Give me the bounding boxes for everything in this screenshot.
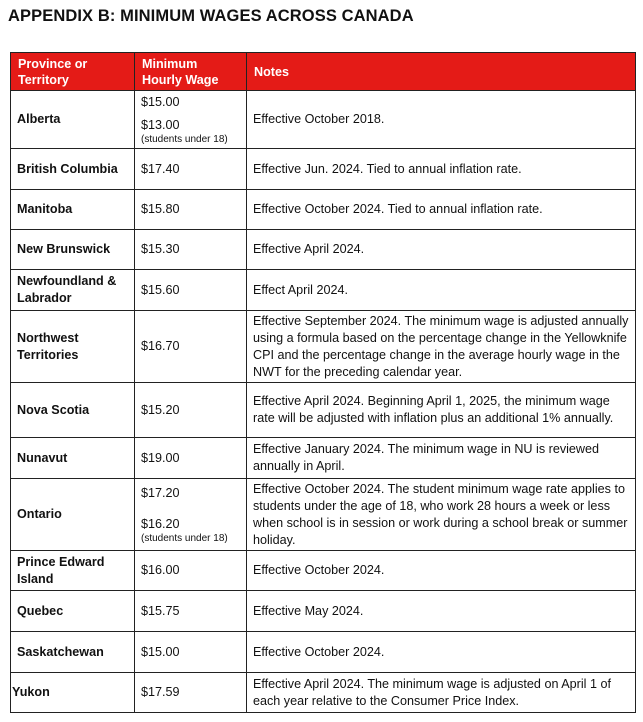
- table-row: [11, 311, 636, 383]
- wage-cell: [135, 479, 247, 551]
- province-cell: Manitoba: [11, 190, 135, 230]
- student-wage-value: $13.00: [141, 117, 180, 132]
- table-row: [11, 149, 636, 190]
- table-row: [11, 673, 636, 713]
- table-row: [11, 632, 636, 673]
- province-cell: Northwest Territories: [11, 311, 135, 383]
- province-cell: Newfoundland & Labrador: [11, 270, 135, 311]
- table-row: [11, 591, 636, 632]
- table-row: [11, 190, 636, 230]
- wage-cell: $15.20: [135, 383, 247, 438]
- wage-cell: $16.00: [135, 551, 247, 591]
- table-row: [11, 438, 636, 479]
- wage-cell: $15.60: [135, 270, 247, 311]
- notes-cell: Effect April 2024.: [247, 270, 636, 311]
- table-header-row: [11, 53, 636, 91]
- header-notes: Notes: [247, 53, 636, 91]
- student-wage-note: (students under 18): [141, 133, 228, 145]
- table-row: [11, 270, 636, 311]
- header-province: Province or Territory: [11, 53, 135, 91]
- province-cell: Nunavut: [11, 438, 135, 479]
- table-row: [11, 91, 636, 149]
- table-row: [11, 383, 636, 438]
- wage-cell: $19.00: [135, 438, 247, 479]
- province-cell: Saskatchewan: [11, 632, 135, 673]
- province-cell: New Brunswick: [11, 230, 135, 270]
- notes-cell: Effective October 2024.: [247, 632, 636, 673]
- province-cell: British Columbia: [11, 149, 135, 190]
- province-cell: Ontario: [11, 479, 135, 551]
- page-title: APPENDIX B: MINIMUM WAGES ACROSS CANADA: [8, 7, 414, 25]
- notes-cell: Effective October 2024.: [247, 551, 636, 591]
- notes-cell: Effective April 2024. Beginning April 1, 2025, the minimum wage rate will be adjusted with inflation plus an additional 1% annually.: [247, 383, 636, 438]
- table-row: [11, 479, 636, 551]
- wage-cell: $15.00: [135, 632, 247, 673]
- student-wage-value: $16.20: [141, 516, 180, 531]
- notes-cell: Effective Jun. 2024. Tied to annual inflation rate.: [247, 149, 636, 190]
- notes-cell: Effective October 2024. Tied to annual inflation rate.: [247, 190, 636, 230]
- notes-cell: Effective May 2024.: [247, 591, 636, 632]
- province-cell: Alberta: [11, 91, 135, 149]
- province-cell: Nova Scotia: [11, 383, 135, 438]
- wage-cell: $17.59: [135, 673, 247, 713]
- province-cell: Yukon: [11, 673, 135, 713]
- notes-cell: Effective April 2024. The minimum wage is adjusted on April 1 of each year relative to the Consumer Price Index.: [247, 673, 636, 713]
- wage-cell: $17.40: [135, 149, 247, 190]
- wage-cell: $16.70: [135, 311, 247, 383]
- wage-cell: $15.75: [135, 591, 247, 632]
- wage-cell: $15.80: [135, 190, 247, 230]
- wage-cell: [135, 91, 247, 149]
- wage-cell: $15.30: [135, 230, 247, 270]
- notes-cell: Effective October 2024. The student minimum wage rate applies to students under the age of 18, who work 28 hours a week or less when school is in session or work during a school break or summer holiday.: [247, 479, 636, 551]
- table-row: [11, 551, 636, 591]
- wage-value: $17.20: [141, 485, 180, 500]
- wage-value: $15.00: [141, 94, 180, 109]
- minimum-wage-table: [10, 52, 636, 713]
- notes-cell: Effective April 2024.: [247, 230, 636, 270]
- table-row: [11, 230, 636, 270]
- province-cell: Quebec: [11, 591, 135, 632]
- notes-cell: Effective October 2018.: [247, 91, 636, 149]
- notes-cell: Effective January 2024. The minimum wage in NU is reviewed annually in April.: [247, 438, 636, 479]
- header-wage: Minimum Hourly Wage: [135, 53, 247, 91]
- notes-cell: Effective September 2024. The minimum wage is adjusted annually using a formula based on the percentage change in the Yellowknife CPI and the percentage change in the average hourly wage in the NWT for the preceding calendar year.: [247, 311, 636, 383]
- province-cell: Prince Edward Island: [11, 551, 135, 591]
- student-wage-note: (students under 18): [141, 532, 228, 544]
